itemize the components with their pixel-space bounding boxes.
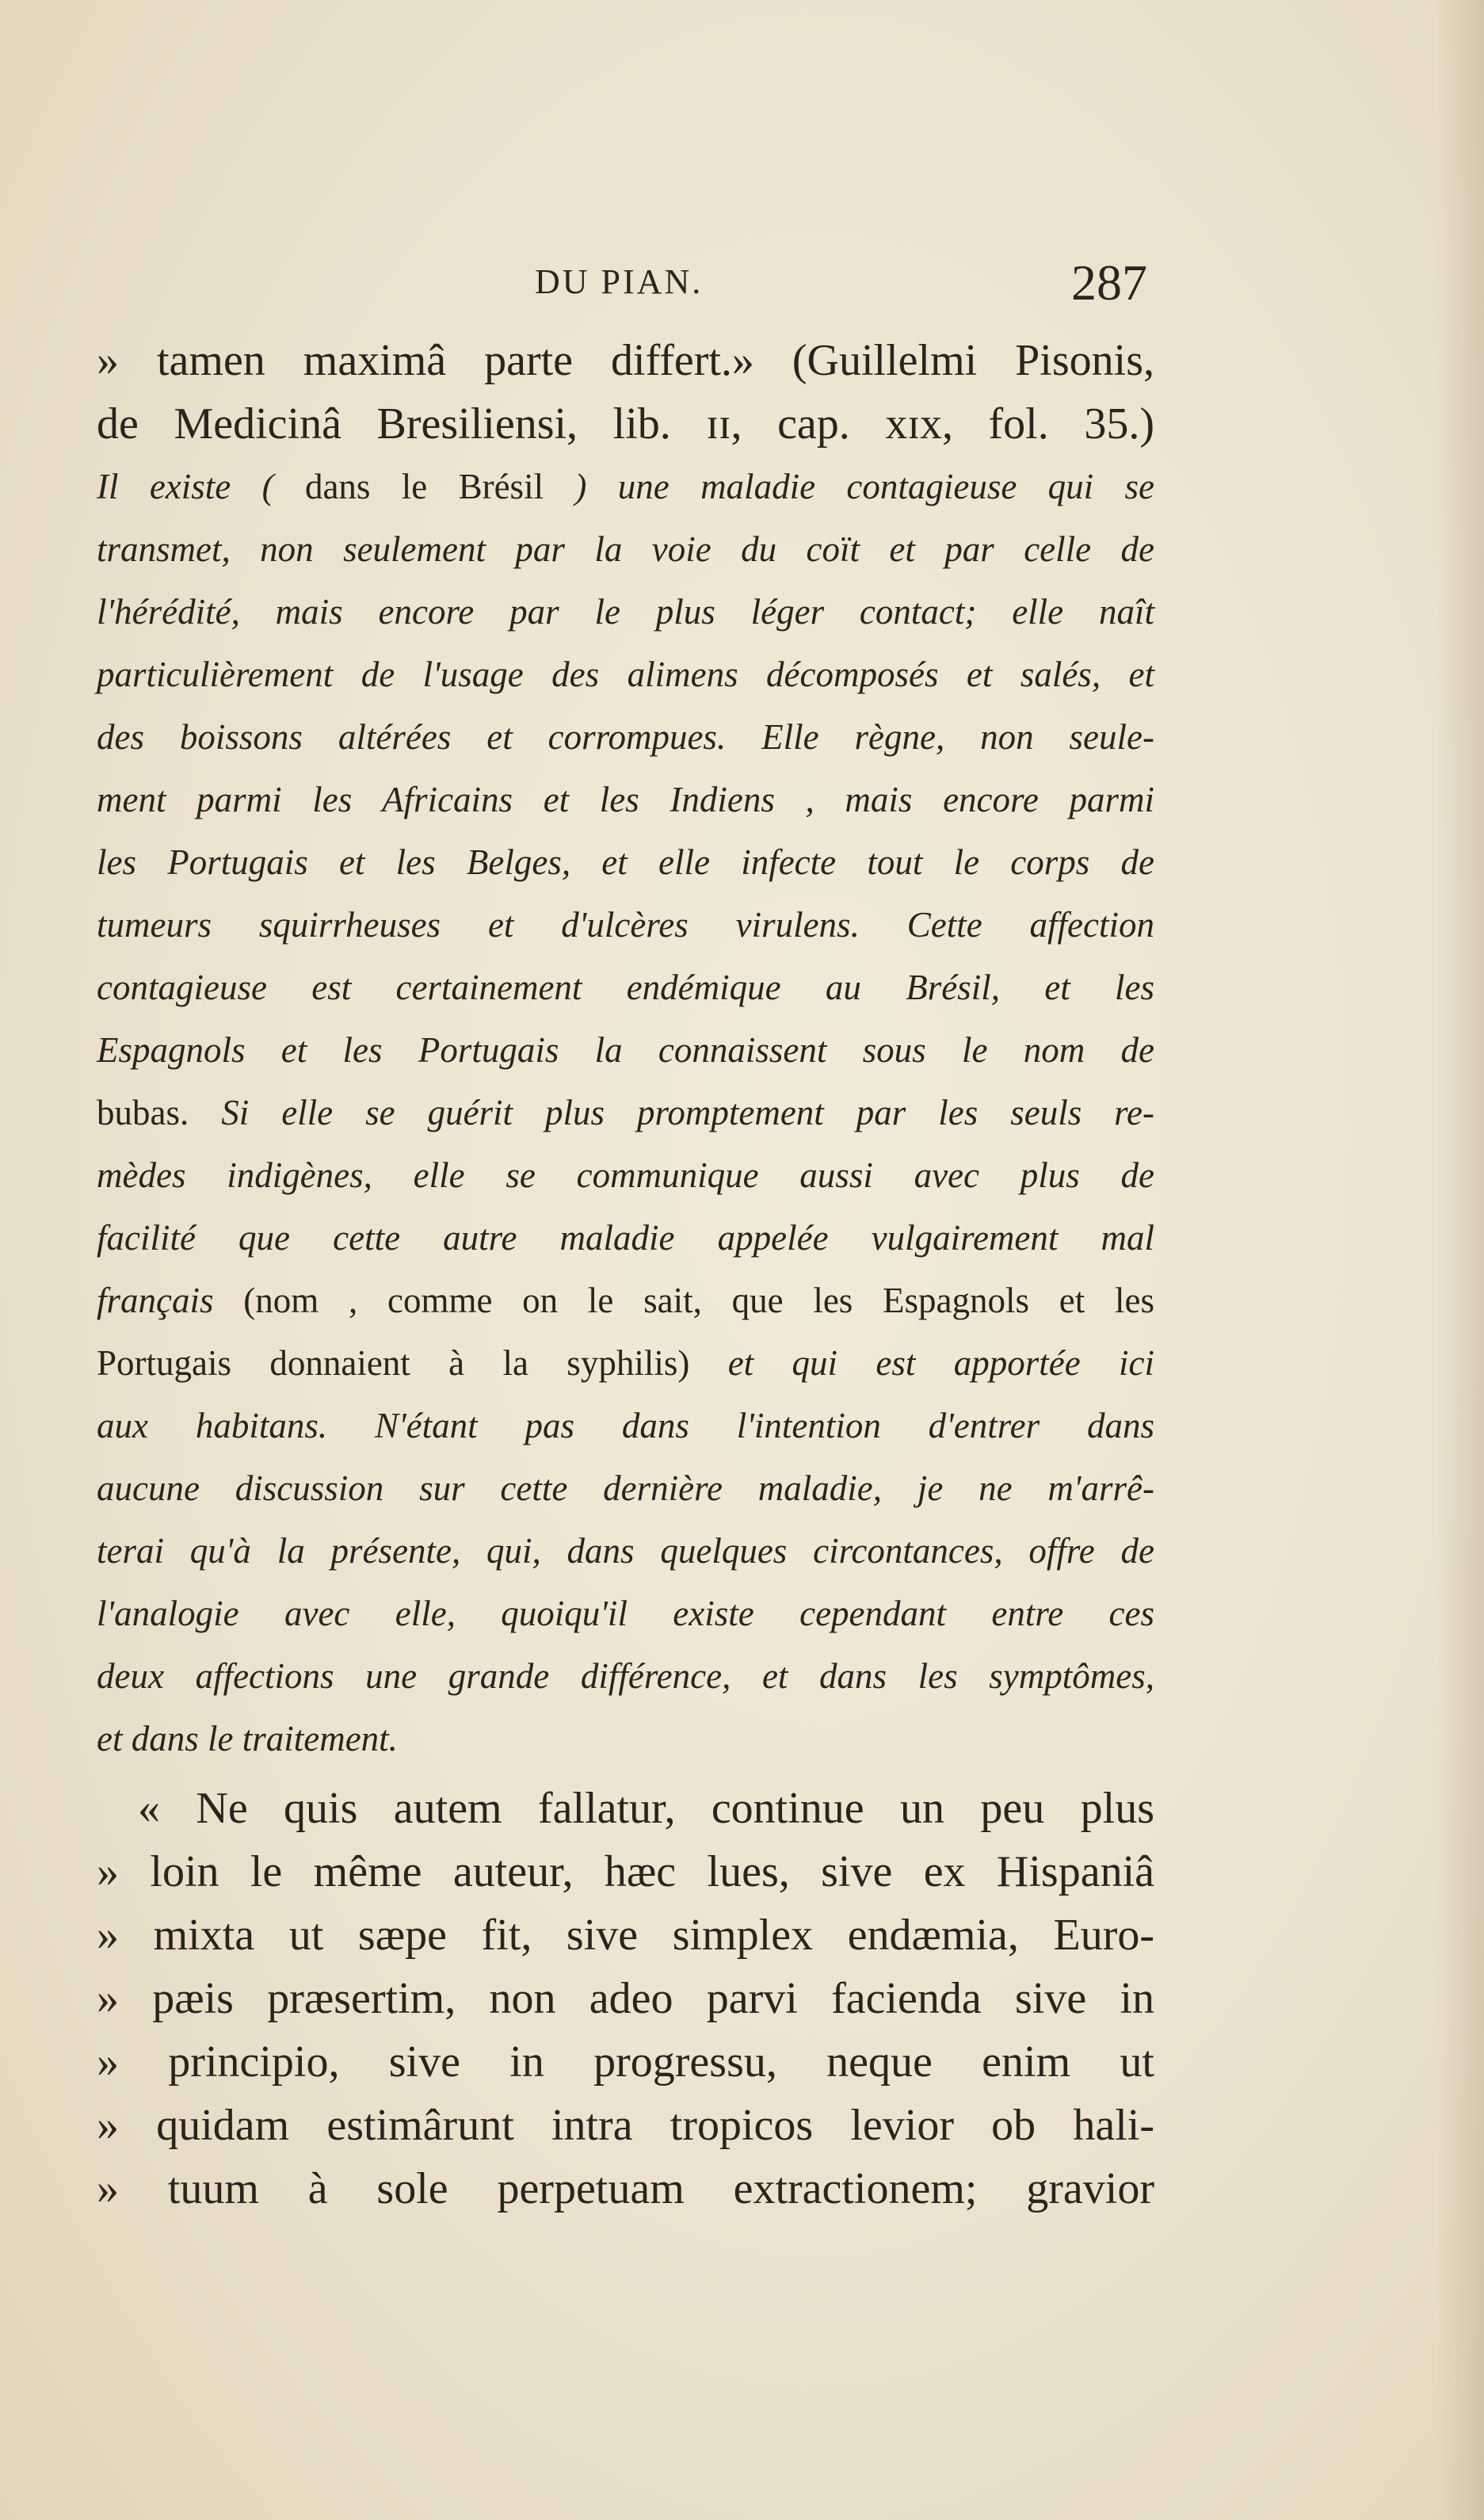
text-line: français (nom , comme on le sait, que les Espagnols et les bbox=[97, 1281, 1154, 1320]
text-line: tumeurs squirrheuses et d'ulcères virulens. Cette affection bbox=[97, 905, 1154, 945]
latin-quote-continued bbox=[97, 1777, 1154, 2220]
paragraph-gap bbox=[97, 1770, 1154, 1777]
text-line: les Portugais et les Belges, et elle infecte tout le corps de bbox=[97, 842, 1154, 882]
text-line: l'analogie avec elle, quoiqu'il existe cependant entre ces bbox=[97, 1594, 1154, 1633]
running-title: DU PIAN. bbox=[535, 262, 704, 301]
text-line: Portugais donnaient à la syphilis) et qui est apportée ici bbox=[97, 1343, 1155, 1383]
french-translation-paragraph bbox=[97, 456, 1154, 1770]
text-line: des boissons altérées et corrompues. Elle règne, non seule- bbox=[97, 717, 1154, 757]
page-number: 287 bbox=[1071, 254, 1147, 311]
text-line: terai qu'à la présente, qui, dans quelques circontances, offre de bbox=[97, 1531, 1154, 1571]
text-line: facilité que cette autre maladie appelée vulgairement mal bbox=[97, 1218, 1154, 1258]
text-line: bubas. Si elle se guérit plus promptement par les seuls re- bbox=[97, 1093, 1154, 1132]
text-line: Il existe ( dans le Brésil ) une maladie contagieuse qui se bbox=[97, 467, 1154, 506]
text-line: ment parmi les Africains et les Indiens , mais encore parmi bbox=[97, 780, 1154, 819]
latin-quote-ending bbox=[97, 329, 1154, 456]
text-line: aux habitans. N'étant pas dans l'intention d'entrer dans bbox=[97, 1406, 1154, 1445]
text-line: de Medicinâ Bresiliensi, lib. ɪɪ, cap. xɪx, fol. 35.) bbox=[97, 399, 1154, 449]
text-line: » loin le même auteur, hæc lues, sive ex Hispaniâ bbox=[97, 1847, 1154, 1896]
text-line: « Ne quis autem fallatur, continue un peu plus bbox=[138, 1784, 1154, 1833]
text-line: mèdes indigènes, elle se communique aussi avec plus de bbox=[97, 1155, 1154, 1195]
text-line: l'hérédité, mais encore par le plus léger contact; elle naît bbox=[97, 592, 1154, 632]
text-line: » principio, sive in progressu, neque enim ut bbox=[97, 2037, 1154, 2087]
text-line: » pæis præsertim, non adeo parvi facienda sive in bbox=[97, 1974, 1154, 2023]
page-body bbox=[97, 329, 1154, 2220]
text-line: Espagnols et les Portugais la connaissent sous le nom de bbox=[97, 1030, 1154, 1070]
text-line: » quidam estimârunt intra tropicos levior ob hali- bbox=[97, 2101, 1154, 2150]
text-line: transmet, non seulement par la voie du coït et par celle de bbox=[97, 529, 1154, 569]
text-line: particulièrement de l'usage des alimens décomposés et salés, et bbox=[97, 655, 1154, 694]
text-line: » tuum à sole perpetuam extractionem; gravior bbox=[97, 2164, 1154, 2213]
text-line: deux affections une grande différence, et dans les symptômes, bbox=[97, 1656, 1154, 1696]
page-header bbox=[0, 254, 1484, 317]
text-line: et dans le traitement. bbox=[97, 1719, 398, 1758]
text-line: aucune discussion sur cette dernière maladie, je ne m'arrê- bbox=[97, 1468, 1154, 1508]
text-line: contagieuse est certainement endémique au Brésil, et les bbox=[97, 968, 1154, 1007]
text-line: » tamen maximâ parte differt.» (Guillelmi Pisonis, bbox=[97, 336, 1154, 385]
text-line: » mixta ut sæpe fit, sive simplex endæmia, Euro- bbox=[97, 1911, 1154, 1960]
